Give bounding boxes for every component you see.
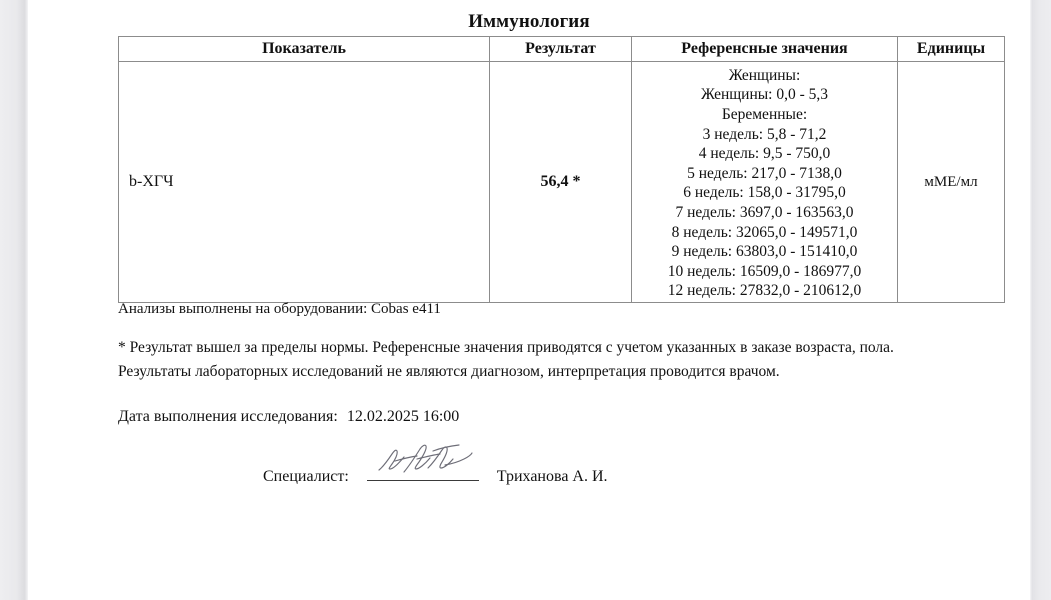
page-gutter-right	[1030, 0, 1051, 600]
signature-block	[263, 465, 608, 486]
reference-values-list	[636, 66, 893, 301]
reference-line: 4 недель: 9,5 - 750,0	[698, 145, 831, 163]
reference-line: Женщины: 0,0 - 5,3	[700, 86, 829, 104]
cell-result: 56,4 *	[490, 62, 632, 303]
reference-line: 8 недель: 32065,0 - 149571,0	[671, 223, 858, 241]
reference-line: 6 недель: 158,0 - 31795,0	[683, 184, 846, 202]
signature-slot	[367, 465, 479, 481]
completion-date	[118, 408, 459, 426]
completion-date-value: 12.02.2025 16:00	[346, 408, 460, 425]
signature-rule	[367, 480, 479, 481]
handwritten-signature-icon	[371, 439, 479, 479]
reference-line: 3 недель: 5,8 - 71,2	[702, 125, 827, 143]
reference-line: Беременные:	[721, 106, 808, 124]
reference-line: 10 недель: 16509,0 - 186977,0	[667, 262, 862, 280]
reference-line: Женщины:	[728, 66, 801, 84]
signature-label: Специалист:	[263, 468, 349, 485]
lab-results-table	[118, 36, 1005, 303]
cell-units: мМЕ/мл	[898, 62, 1005, 303]
column-header-result: Результат	[490, 37, 632, 62]
reference-line: 7 недель: 3697,0 - 163563,0	[675, 204, 854, 222]
disclaimer-line-2: Результаты лабораторных исследований не являются диагнозом, интерпретация проводится врачом.	[118, 363, 780, 380]
page-title: Иммунология	[468, 11, 590, 32]
reference-line: 9 недель: 63803,0 - 151410,0	[671, 243, 858, 261]
reference-line: 5 недель: 217,0 - 7138,0	[687, 164, 842, 182]
document-page	[28, 0, 1030, 600]
cell-reference	[632, 62, 898, 303]
equipment-note: Анализы выполнены на оборудовании: Cobas e411	[118, 301, 441, 317]
table-row	[119, 62, 1005, 303]
disclaimer-line-1: * Результат вышел за пределы нормы. Референсные значения приводятся с учетом указанных в заказе возраста, пола.	[118, 339, 894, 356]
page-gutter-left	[0, 0, 28, 600]
completion-date-label: Дата выполнения исследования:	[118, 408, 338, 425]
reference-line: 12 недель: 27832,0 - 210612,0	[667, 282, 862, 300]
column-header-reference: Референсные значения	[632, 37, 898, 62]
column-header-indicator: Показатель	[119, 37, 490, 62]
table-header-row	[119, 37, 1005, 62]
cell-indicator: b-ХГЧ	[119, 62, 490, 303]
specialist-name: Триханова А. И.	[496, 468, 608, 485]
disclaimer	[118, 336, 998, 384]
column-header-units: Единицы	[898, 37, 1005, 62]
